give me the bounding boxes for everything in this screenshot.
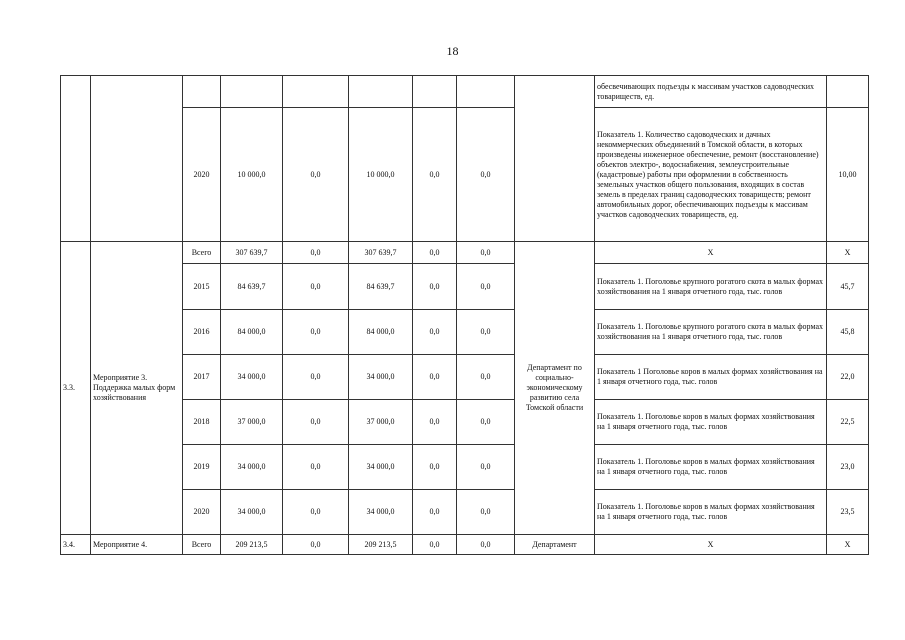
federal-cell: 0,0: [283, 264, 349, 310]
table-row: [61, 355, 869, 400]
indicator-cell: Показатель 1. Поголовье крупного рогатого скота в малых формах хозяйствования на 1 января отчетного года, тыс. голов: [595, 310, 827, 355]
table-row: [61, 490, 869, 535]
value-cell: 45,8: [827, 310, 869, 355]
local-cell: 0,0: [413, 490, 457, 535]
total-cell: [221, 76, 283, 108]
regional-cell: 209 213,5: [349, 535, 413, 555]
federal-cell: 0,0: [283, 400, 349, 445]
executor-cell: Департамент по социально-экономическому развитию села Томской области: [515, 242, 595, 535]
federal-cell: 0,0: [283, 355, 349, 400]
year-cell: 2018: [183, 400, 221, 445]
value-cell: X: [827, 242, 869, 264]
indicator-cell: X: [595, 535, 827, 555]
value-cell: 22,0: [827, 355, 869, 400]
table-row: [61, 242, 869, 264]
extra-cell: 0,0: [457, 355, 515, 400]
year-cell: Всего: [183, 535, 221, 555]
extra-cell: 0,0: [457, 108, 515, 242]
program-table: [60, 75, 869, 555]
indicator-cell: Показатель 1 Поголовье коров в малых формах хозяйствования на 1 января отчетного года, тыс. голов: [595, 355, 827, 400]
local-cell: [413, 76, 457, 108]
indicator-cell: Показатель 1. Поголовье коров в малых формах хозяйствования на 1 января отчетного года, тыс. голов: [595, 445, 827, 490]
executor-cell: [515, 76, 595, 242]
federal-cell: 0,0: [283, 108, 349, 242]
value-cell: 45,7: [827, 264, 869, 310]
extra-cell: 0,0: [457, 445, 515, 490]
year-cell: 2020: [183, 108, 221, 242]
total-cell: 10 000,0: [221, 108, 283, 242]
regional-cell: 37 000,0: [349, 400, 413, 445]
regional-cell: 34 000,0: [349, 355, 413, 400]
table-row: [61, 445, 869, 490]
table-row: [61, 535, 869, 555]
table-row: [61, 310, 869, 355]
local-cell: 0,0: [413, 445, 457, 490]
regional-cell: 34 000,0: [349, 490, 413, 535]
extra-cell: 0,0: [457, 535, 515, 555]
executor-cell: Департамент: [515, 535, 595, 555]
name-cell: [91, 76, 183, 242]
table-row: [61, 264, 869, 310]
value-cell: [827, 76, 869, 108]
year-cell: 2017: [183, 355, 221, 400]
federal-cell: 0,0: [283, 242, 349, 264]
name-cell: Мероприятие 3. Поддержка малых форм хозяйствования: [91, 242, 183, 535]
table-row: [61, 76, 869, 108]
value-cell: 23,5: [827, 490, 869, 535]
total-cell: 37 000,0: [221, 400, 283, 445]
indicator-cell: Показатель 1. Количество садоводческих и дачных некоммерческих объединений в Томской области, в которых произведены инженерное обеспечение, ремонт (восстановление) объектов электро-, водоснабжения, землеустроительные (кадастровые) работы при оформлении в собственность земельных участков общего пользования, входящих в состав земель в пределах границ садоводческих товариществ; ремонт автомобильных дорог, обеспечивающих подъезды к массивам участков садоводческих товариществ, ед.: [595, 108, 827, 242]
extra-cell: 0,0: [457, 490, 515, 535]
total-cell: 34 000,0: [221, 445, 283, 490]
page-number: 18: [446, 44, 459, 58]
value-cell: 23,0: [827, 445, 869, 490]
extra-cell: [457, 76, 515, 108]
regional-cell: 84 639,7: [349, 264, 413, 310]
federal-cell: 0,0: [283, 310, 349, 355]
federal-cell: 0,0: [283, 490, 349, 535]
indicator-cell: Показатель 1. Поголовье коров в малых формах хозяйствования на 1 января отчетного года, тыс. голов: [595, 490, 827, 535]
local-cell: 0,0: [413, 242, 457, 264]
local-cell: 0,0: [413, 400, 457, 445]
value-cell: X: [827, 535, 869, 555]
num-cell: [61, 76, 91, 242]
regional-cell: 34 000,0: [349, 445, 413, 490]
year-cell: 2020: [183, 490, 221, 535]
total-cell: 209 213,5: [221, 535, 283, 555]
total-cell: 34 000,0: [221, 490, 283, 535]
indicator-cell: Показатель 1. Поголовье крупного рогатого скота в малых формах хозяйствования на 1 января отчетного года, тыс. голов: [595, 264, 827, 310]
total-cell: 84 000,0: [221, 310, 283, 355]
total-cell: 34 000,0: [221, 355, 283, 400]
value-cell: 22,5: [827, 400, 869, 445]
federal-cell: 0,0: [283, 535, 349, 555]
local-cell: 0,0: [413, 264, 457, 310]
indicator-cell: обесвечивающих подъезды к массивам участков садоводческих товариществ, ед.: [595, 76, 827, 108]
name-cell: Мероприятие 4.: [91, 535, 183, 555]
year-cell: 2015: [183, 264, 221, 310]
federal-cell: [283, 76, 349, 108]
total-cell: 84 639,7: [221, 264, 283, 310]
local-cell: 0,0: [413, 535, 457, 555]
regional-cell: 10 000,0: [349, 108, 413, 242]
year-cell: [183, 76, 221, 108]
regional-cell: [349, 76, 413, 108]
value-cell: 10,00: [827, 108, 869, 242]
regional-cell: 84 000,0: [349, 310, 413, 355]
year-cell: 2016: [183, 310, 221, 355]
total-cell: 307 639,7: [221, 242, 283, 264]
indicator-cell: X: [595, 242, 827, 264]
extra-cell: 0,0: [457, 400, 515, 445]
extra-cell: 0,0: [457, 310, 515, 355]
federal-cell: 0,0: [283, 445, 349, 490]
table-row: [61, 400, 869, 445]
extra-cell: 0,0: [457, 264, 515, 310]
year-cell: Всего: [183, 242, 221, 264]
local-cell: 0,0: [413, 310, 457, 355]
local-cell: 0,0: [413, 355, 457, 400]
num-cell: 3.3.: [61, 242, 91, 535]
table-row: [61, 108, 869, 242]
year-cell: 2019: [183, 445, 221, 490]
indicator-cell: Показатель 1. Поголовье коров в малых формах хозяйствования на 1 января отчетного года, тыс. голов: [595, 400, 827, 445]
local-cell: 0,0: [413, 108, 457, 242]
num-cell: 3.4.: [61, 535, 91, 555]
extra-cell: 0,0: [457, 242, 515, 264]
regional-cell: 307 639,7: [349, 242, 413, 264]
